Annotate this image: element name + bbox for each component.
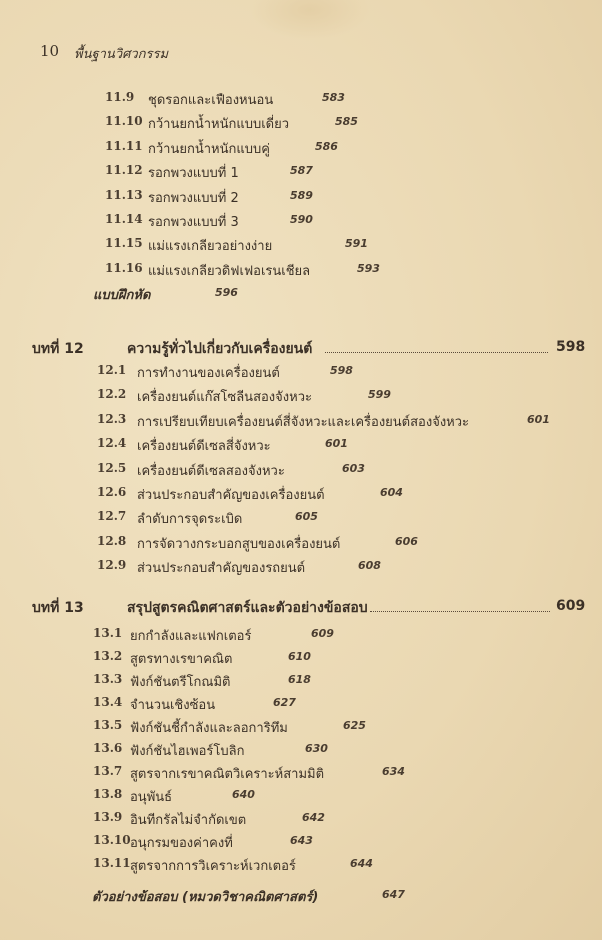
entry-page: 627 — [273, 696, 296, 709]
entry-number: 11.12 — [105, 163, 143, 178]
chapter-label: บทที่ 12 — [32, 341, 84, 357]
entry-page: 625 — [343, 719, 366, 732]
paper-stain — [250, 0, 370, 40]
entry-title[interactable]: การเปรียบเทียบเครื่องยนต์สี่จังหวะและเครื่องยนต์สองจังหวะ — [137, 414, 470, 430]
entry-number: 12.6 — [97, 485, 127, 499]
entry-number: 11.14 — [105, 212, 143, 226]
entry-number: 12.4 — [97, 436, 127, 451]
entry-title[interactable]: รอกพวงแบบที่ 1 — [148, 166, 239, 182]
entry-number: 12.5 — [97, 460, 127, 475]
entry-number: 12.2 — [97, 387, 127, 402]
entry-page: 593 — [357, 261, 380, 275]
dot-leader — [370, 611, 550, 612]
entry-title[interactable]: รอกพวงแบบที่ 2 — [148, 190, 239, 206]
exercise-title[interactable]: แบบฝึกหัด — [93, 288, 151, 303]
entry-page: 608 — [358, 559, 381, 573]
exam-page: 647 — [382, 888, 405, 901]
entry-page: 618 — [288, 673, 311, 686]
entry-number: 13.5 — [93, 718, 123, 732]
entry-title[interactable]: เครื่องยนต์แก๊สโซลีนสองจังหวะ — [137, 390, 312, 406]
chapter-title[interactable]: ความรู้ทั่วไปเกี่ยวกับเครื่องยนต์ — [127, 341, 313, 357]
entry-page: 598 — [330, 364, 353, 377]
entry-title[interactable]: ฟังก์ชันชี้กำลังและลอการิทึม — [130, 721, 288, 736]
entry-page: 643 — [290, 834, 313, 847]
entry-title[interactable]: ยกกำลังและแฟกเตอร์ — [130, 629, 252, 644]
entry-page: 591 — [345, 237, 368, 251]
entry-title[interactable]: จำนวนเชิงซ้อน — [130, 698, 216, 713]
entry-page: 610 — [288, 650, 311, 663]
dot-leader — [325, 352, 548, 353]
entry-title[interactable]: ส่วนประกอบสำคัญของรถยนต์ — [137, 561, 306, 577]
exam-title[interactable]: ตัวอย่างข้อสอบ (หมวดวิชาคณิตศาสตร์) — [92, 890, 319, 905]
entry-title[interactable]: ลำดับการจุดระเบิด — [137, 512, 243, 528]
entry-title[interactable]: แม่แรงเกลียวอย่างง่าย — [148, 239, 273, 255]
entry-number: 13.8 — [93, 787, 123, 801]
entry-title[interactable]: แม่แรงเกลียวดิฟเฟอเรนเชียล — [148, 263, 311, 279]
entry-page: 605 — [295, 510, 318, 524]
entry-page: 609 — [311, 627, 334, 640]
entry-title[interactable]: การจัดวางกระบอกสูบของเครื่องยนต์ — [137, 536, 341, 552]
entry-number: 13.2 — [93, 649, 123, 663]
entry-title[interactable]: ชุดรอกและเฟืองหนอน — [148, 93, 274, 108]
entry-page: 599 — [368, 388, 391, 402]
entry-number: 11.10 — [105, 114, 143, 129]
entry-number: 11.16 — [105, 260, 143, 275]
entry-number: 13.11 — [93, 856, 131, 870]
entry-number: 13.4 — [93, 695, 123, 709]
entry-number: 11.15 — [105, 236, 143, 251]
chapter-page: 598 — [556, 339, 586, 355]
entry-number: 13.7 — [93, 764, 123, 778]
entry-page: 644 — [350, 857, 373, 870]
chapter-title[interactable]: สรุปสูตรคณิตศาสตร์และตัวอย่างข้อสอบ — [127, 600, 368, 616]
entry-number: 12.1 — [97, 363, 127, 377]
chapter-label: บทที่ 13 — [32, 600, 84, 616]
entry-number: 13.9 — [93, 810, 123, 824]
entry-number: 11.11 — [105, 138, 143, 153]
entry-page: 586 — [315, 139, 338, 153]
entry-page: 587 — [290, 164, 313, 178]
entry-title[interactable]: อนุกรมของค่าคงที่ — [130, 836, 233, 851]
entry-number: 13.3 — [93, 672, 123, 686]
entry-page: 642 — [302, 811, 325, 824]
entry-page: 604 — [380, 486, 403, 499]
entry-page: 583 — [322, 91, 345, 104]
entry-page: 603 — [342, 461, 365, 475]
entry-title[interactable]: ฟังก์ชันไฮเพอร์โบลิก — [130, 744, 245, 759]
entry-title[interactable]: สูตรจากการวิเคราะห์เวกเตอร์ — [130, 859, 296, 874]
entry-page: 606 — [395, 534, 418, 548]
entry-page: 601 — [325, 437, 348, 451]
entry-number: 12.3 — [97, 411, 127, 426]
entry-title[interactable]: ส่วนประกอบสำคัญของเครื่องยนต์ — [137, 488, 325, 503]
entry-page: 640 — [232, 788, 255, 801]
entry-number: 13.1 — [93, 626, 123, 640]
exercise-page: 596 — [215, 286, 238, 299]
entry-number: 11.13 — [105, 187, 143, 202]
chapter-page: 609 — [556, 598, 586, 614]
entry-title[interactable]: ฟังก์ชันตรีโกณมิติ — [130, 675, 231, 690]
entry-page: 589 — [290, 188, 313, 202]
entry-page: 601 — [527, 412, 550, 426]
entry-page: 585 — [335, 115, 358, 129]
running-title: พื้นฐานวิศวกรรม — [74, 47, 169, 62]
entry-title[interactable]: สูตรจากเรขาคณิตวิเคราะห์สามมิติ — [130, 767, 325, 782]
entry-title[interactable]: เครื่องยนต์ดีเซลสี่จังหวะ — [137, 439, 271, 455]
entry-number: 13.10 — [93, 833, 131, 847]
entry-page: 630 — [305, 742, 328, 755]
entry-title[interactable]: เครื่องยนต์ดีเซลสองจังหวะ — [137, 463, 285, 479]
entry-page: 590 — [290, 213, 313, 226]
entry-page: 634 — [382, 765, 405, 778]
entry-title[interactable]: สูตรทางเรขาคณิต — [130, 652, 233, 667]
entry-number: 13.6 — [93, 741, 123, 755]
entry-number: 11.9 — [105, 90, 135, 104]
entry-title[interactable]: รอกพวงแบบที่ 3 — [148, 215, 239, 230]
entry-title[interactable]: กว้านยกน้ำหนักแบบคู่ — [148, 141, 270, 157]
entry-title[interactable]: อนุพันธ์ — [130, 790, 173, 805]
entry-number: 12.8 — [97, 533, 127, 548]
entry-number: 12.7 — [97, 509, 127, 524]
entry-title[interactable]: กว้านยกน้ำหนักแบบเดี่ยว — [148, 117, 290, 133]
entry-number: 12.9 — [97, 558, 127, 573]
entry-title[interactable]: การทำงานของเครื่องยนต์ — [137, 366, 280, 381]
entry-title[interactable]: อินทีกรัลไม่จำกัดเขต — [130, 813, 247, 828]
page-number: 10 — [40, 42, 60, 60]
